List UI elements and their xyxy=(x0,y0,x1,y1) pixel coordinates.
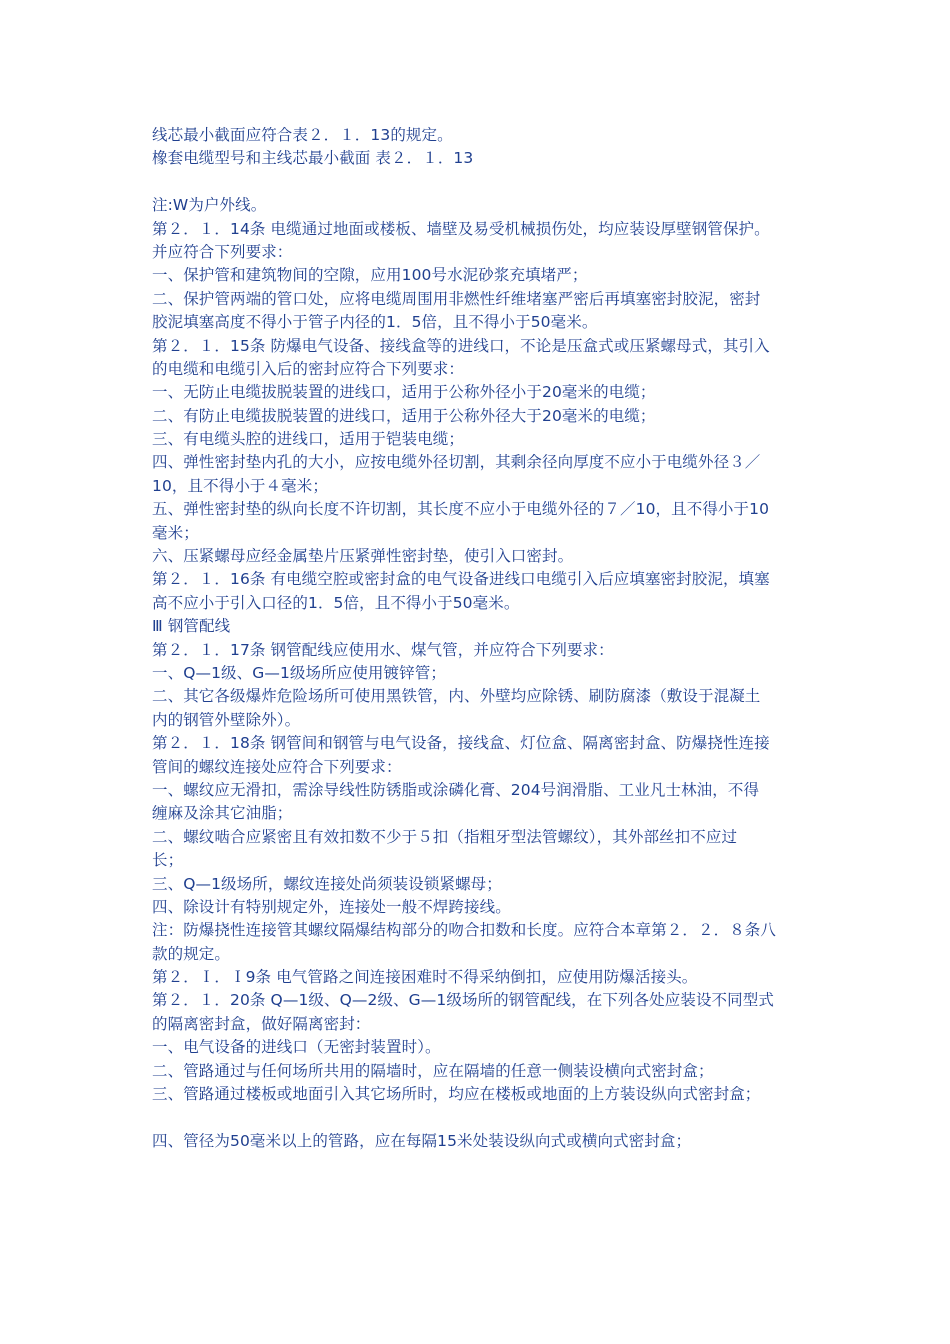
blank-line xyxy=(152,1106,812,1129)
text-line: 三、Q—1级场所，螺纹连接处尚须装设锁紧螺母； xyxy=(152,874,502,893)
text-line: 第２．１．14条 电缆通过地面或楼板、墙壁及易受机械损伤处，均应装设厚壁钢管保护。 xyxy=(152,219,770,238)
text-line: 第２．１．20条 Q—1级、Q—2级、G—1级场所的钢管配线，在下列各处应装设不同型式 xyxy=(152,991,774,1010)
text-line: 一、无防止电缆拔脱装置的进线口，适用于公称外径小于20毫米的电缆； xyxy=(152,383,656,402)
text-line: 第２．１．15条 防爆电气设备、接线盒等的进线口，不论是压盒式或压紧螺母式，其引入 xyxy=(152,336,770,355)
text-line: 二、有防止电缆拔脱装置的进线口，适用于公称外径大于20毫米的电缆； xyxy=(152,406,656,425)
text-line: 线芯最小截面应符合表２．１．13的规定。 xyxy=(152,126,453,144)
text-line: 长； xyxy=(152,851,184,870)
blank-line xyxy=(152,171,812,194)
text-line: 注：防爆挠性连接管其螺纹隔爆结构部分的吻合扣数和长度。应符合本章第２．２．８条八 xyxy=(152,921,777,940)
text-line: 10，且不得小于４毫米； xyxy=(152,476,328,495)
text-line: 内的钢管外壁除外）。 xyxy=(152,710,301,729)
text-line: 二、螺纹啮合应紧密且有效扣数不少于５扣（指粗牙型法管螺纹），其外部丝扣不应过 xyxy=(152,827,738,846)
document-body xyxy=(152,124,812,1153)
text-line: 注:W为户外线。 xyxy=(152,196,267,215)
text-line: 毫米； xyxy=(152,523,199,542)
text-line: 四、除设计有特别规定外，连接处一般不焊跨接线。 xyxy=(152,897,511,916)
text-line: 一、Q—1级、G—1级场所应使用镀锌管； xyxy=(152,663,446,682)
text-line: 一、电气设备的进线口（无密封装置时）。 xyxy=(152,1038,441,1057)
text-line: 一、保护管和建筑物间的空隙，应用100号水泥砂浆充填堵严； xyxy=(152,266,588,285)
text-line: 第２．１．17条 钢管配线应使用水、煤气管，并应符合下列要求： xyxy=(152,640,614,659)
text-line: 款的规定。 xyxy=(152,944,231,963)
text-line: 并应符合下列要求： xyxy=(152,242,293,261)
text-line: 二、管路通过与任何场所共用的隔墙时，应在隔墙的任意一侧装设横向式密封盒； xyxy=(152,1061,714,1080)
text-line: 的隔离密封盒，做好隔离密封： xyxy=(152,1014,371,1033)
text-line: 六、压紧螺母应经金属垫片压紧弹性密封垫，使引入口密封。 xyxy=(152,547,574,566)
text-line: 橡套电缆型号和主线芯最小截面 表２．１．13 xyxy=(152,149,474,168)
text-line: 二、其它各级爆炸危险场所可使用黑铁管，内、外壁均应除锈、刷防腐漆（敷设于混凝土 xyxy=(152,687,761,706)
text-line: 缠麻及涂其它油脂； xyxy=(152,804,293,823)
text-line: 第２．１．16条 有电缆空腔或密封盒的电气设备进线口电缆引入后应填塞密封胶泥，填塞 xyxy=(152,570,770,589)
text-line: 三、管路通过楼板或地面引入其它场所时，均应在楼板或地面的上方装设纵向式密封盒； xyxy=(152,1085,761,1104)
text-line: 三、有电缆头腔的进线口，适用于铠装电缆； xyxy=(152,430,465,449)
text-line: 高不应小于引入口径的1．5倍，且不得小于50毫米。 xyxy=(152,593,520,612)
text-line: 第２．Ｉ．Ｉ9条 电气管路之间连接困难时不得采纳倒扣，应使用防爆活接头。 xyxy=(152,968,698,987)
text-line: 管间的螺纹连接处应符合下列要求： xyxy=(152,757,402,776)
text-line: 五、弹性密封垫的纵向长度不许切割，其长度不应小于电缆外径的７／10，且不得小于10 xyxy=(152,500,770,519)
text-line: 四、管径为50毫米以上的管路，应在每隔15米处装设纵向式或横向式密封盒； xyxy=(152,1131,692,1150)
text-line: 一、螺纹应无滑扣，需涂导线性防锈脂或涂磷化膏、204号润滑脂、工业凡士林油，不得 xyxy=(152,780,760,799)
text-line: 第２．１．18条 钢管间和钢管与电气设备，接线盒、灯位盒、隔离密封盒、防爆挠性连接 xyxy=(152,734,770,753)
text-line: 四、弹性密封垫内孔的大小，应按电缆外径切割，其剩余径向厚度不应小于电缆外径３／ xyxy=(152,453,761,472)
text-line: 二、保护管两端的管口处，应将电缆周围用非燃性纤维堵塞严密后再填塞密封胶泥，密封 xyxy=(152,289,761,308)
text-line: 的电缆和电缆引入后的密封应符合下列要求： xyxy=(152,359,465,378)
text-line: 胶泥填塞高度不得小于管子内径的1．5倍，且不得小于50毫米。 xyxy=(152,313,598,332)
text-line: Ⅲ 钢管配线 xyxy=(152,617,231,636)
